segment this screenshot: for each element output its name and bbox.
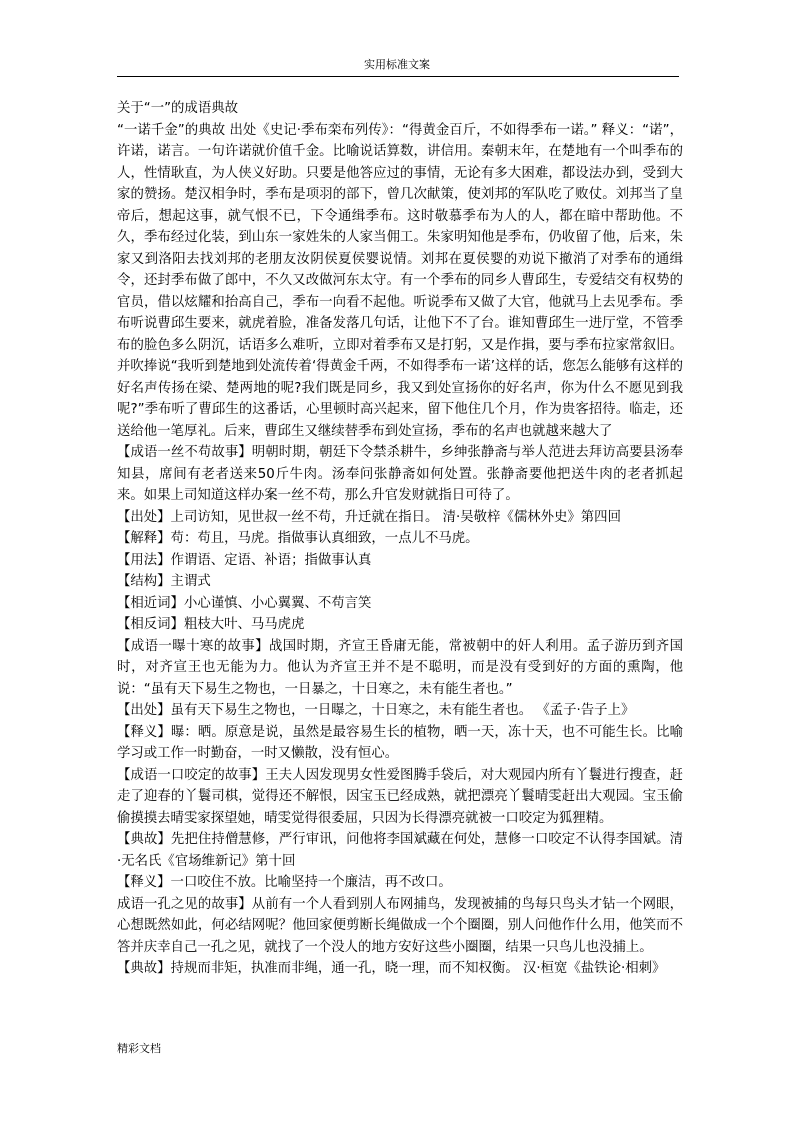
paragraph-yisibugou-source: 【出处】上司访知，见世叔一丝不苟，升迁就在指日。 清·吴敬梓《儒林外史》第四回 [117, 509, 621, 525]
paragraph-yisibugou-explanation: 【解释】苟：苟且，马虎。指做事认真细致，一点儿不马虎。 [117, 531, 479, 546]
document-body [117, 98, 683, 980]
page-footer: 精彩文档 [117, 1042, 161, 1055]
paragraph-yipushihan-source: 【出处】虽有天下易生之物也，一日曝之，十日寒之，未有能生者也。 《孟子·告子上》 [117, 703, 635, 718]
paragraph-yipushihan-story: 【成语一曝十寒的故事】战国时期，齐宣王昏庸无能，常被朝中的奸人利用。孟子游历到齐国时，对齐宣王也无能为力。他认为齐宣王并不是不聪明，而是没有受到好的方面的熏陶，他说：“虽有天下易生之物也，一日暴之，十日寒之，未有能生者也。” [117, 638, 683, 697]
paragraph-yipushihan-meaning: 【释义】曝：晒。原意是说，虽然是最容易生长的植物，晒一天，冻十天，也不可能生长。比喻学习或工作一时勤奋，一时又懒散，没有恒心。 [117, 724, 683, 761]
paragraph-yisibugou-usage: 【用法】作谓语、定语、补语；指做事认真 [117, 552, 372, 568]
paragraph-yikouyaoding-story: 【成语一口咬定的故事】王夫人因发现男女性爱图腾手袋后，对大观园内所有丫鬟进行搜查，赶走了迎春的丫鬟司棋，觉得还不解恨，因宝玉已经成熟，就把漂亮丫鬟晴雯赶出大观园。宝玉偷偷摸摸去晴雯家探望她，晴雯觉得很委屈，只因为长得漂亮就被一口咬定为狐狸精。 [117, 767, 683, 826]
paragraph-yisibugou-story: 【成语一丝不苟故事】明朝时期，朝廷下令禁杀耕牛，乡绅张静斋与举人范进去拜访高要县汤奉知县，席间有老者送来50斤牛肉。汤奉问张静斋如何处置。张静斋要他把送牛肉的老者抓起来。如果上司知道这样办案一丝不苟，那么升官发财就指日可待了。 [117, 445, 683, 503]
page-header: 实用标准文案 [364, 58, 430, 71]
paragraph-yinuoqianjin: “一诺千金”的典故 出处《史记·季布栾布列传》：“得黄金百斤，不如得季布一诺。” 释义：“诺”，许诺，诺言。一句许诺就价值千金。比喻说话算数，讲信用。秦朝末年，在楚地有一个叫季布的人，性情耿直，为人侠义好助。只要是他答应过的事情，无论有多大困难，都设法办到，受到大家的赞扬。楚汉相争时，季布是项羽的部下，曾几次献策，使刘邦的军队吃了败仗。刘邦当了皇帝后，想起这事，就气恨不已，下令通缉季布。这时敬慕季布为人的人，都在暗中帮助他。不久，季布经过化装，到山东一家姓朱的人家当佣工。朱家明知他是季布，仍收留了他，后来，朱家又到洛阳去找刘邦的老朋友汝阴侯夏侯婴说情。刘邦在夏侯婴的劝说下撤消了对季布的通缉令，还封季布做了郎中，不久又改做河东太守。有一个季布的同乡人曹邱生，专爱结交有权势的官员，借以炫耀和抬高自己，季布一向看不起他。听说季布又做了大官，他就马上去见季布。季布听说曹邱生要来，就虎着脸，准备发落几句话，让他下不了台。谁知曹邱生一进厅堂，不管季布的脸色多么阴沉，话语多么难听，立即对着季布又是打躬，又是作揖，要与季布拉家常叙旧。并吹捧说“我听到楚地到处流传着‘得黄金千两，不如得季布一诺’这样的话，您怎么能够有这样的好名声传扬在梁、楚两地的呢?我们既是同乡，我又到处宣扬你的好名声，你为什么不愿见到我呢?”季布听了曹邱生的这番话，心里顿时高兴起来，留下他住几个月，作为贵客招待。临走，还送给他一笔厚礼。后来，曹邱生又继续替季布到处宣扬，季布的名声也就越来越大了 [117, 122, 683, 439]
paragraph-yikongzhijian-story: 成语一孔之见的故事】从前有一个人看到别人布网捕鸟，发现被捕的鸟每只鸟头才钻一个网眼，心想既然如此，何必结网呢？他回家便剪断长绳做成一个个圈圈，别人问他作什么用，他笑而不答并庆幸自己一孔之见，就找了一个没人的地方安好这些小圈圈，结果一只鸟儿也没捕上。 [117, 896, 683, 955]
paragraph-yikouyaoding-meaning: 【释义】一口咬住不放。比喻坚持一个廉洁，再不改口。 [117, 875, 452, 890]
document-title: 关于“一”的成语典故 [117, 101, 238, 116]
paragraph-yisibugou-synonyms: 【相近词】小心谨慎、小心翼翼、不苟言笑 [117, 595, 372, 611]
header-rule [117, 76, 679, 77]
paragraph-yikongzhijian-allusion: 【典故】持规而非矩，执准而非绳，通一孔，晓一理，而不知权衡。 汉·桓宽《盐铁论·相刺》 [117, 961, 666, 976]
paragraph-yisibugou-structure: 【结构】主谓式 [117, 574, 211, 589]
paragraph-yisibugou-antonyms: 【相反词】粗枝大叶、马马虎虎 [117, 617, 305, 632]
paragraph-yikouyaoding-allusion: 【典故】先把住持僧慧修，严行审讯，问他将李国斌藏在何处，慧修一口咬定不认得李国斌。清·无名氏《官场维新记》第十回 [117, 832, 683, 869]
